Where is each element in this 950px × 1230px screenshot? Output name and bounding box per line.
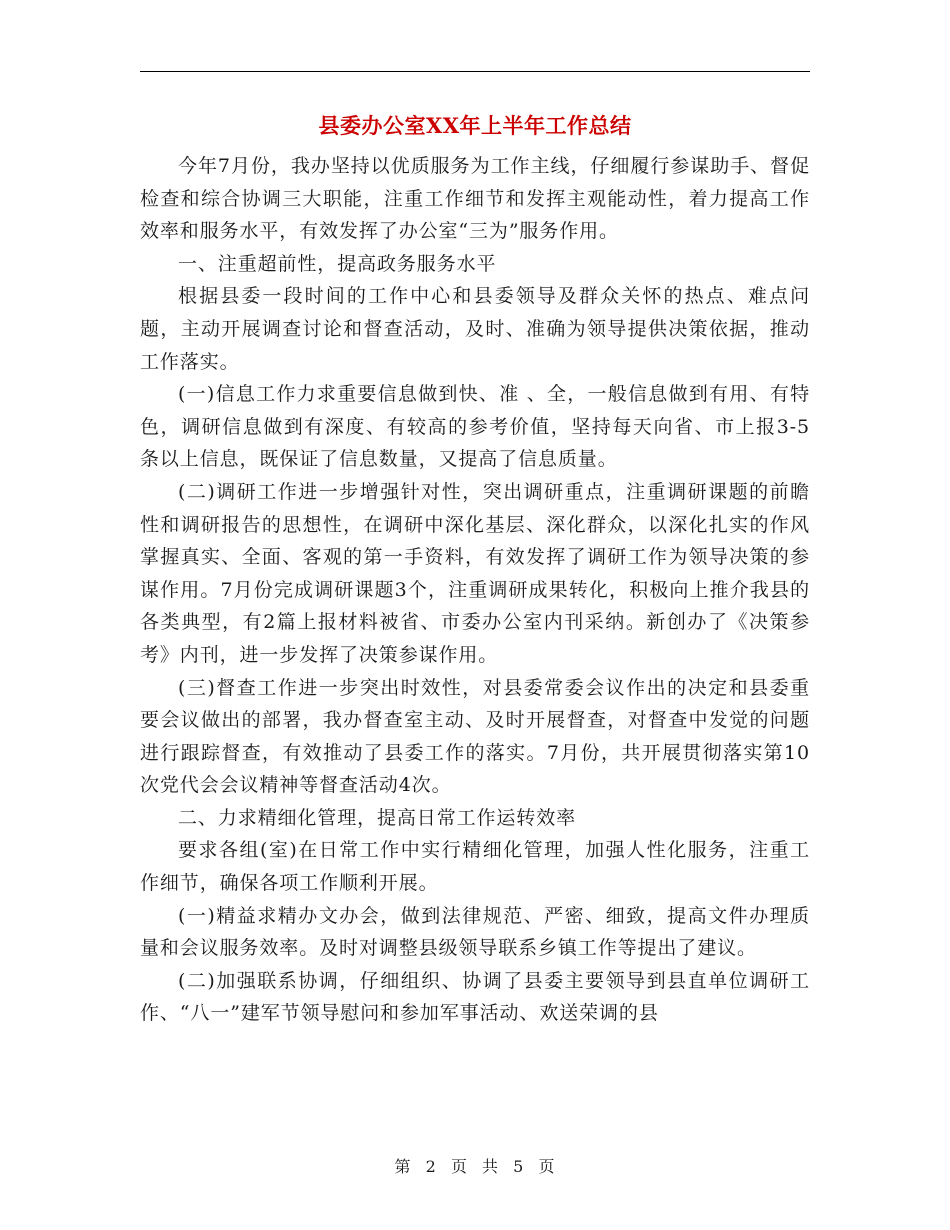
section-1-item-1: (一)信息工作力求重要信息做到快、准 、全，一般信息做到有用、有特色，调研信息做到有深度、有较高的参考价值，坚持每天向省、市上报3-5条以上信息，既保证了信息数量，又提高了信息质量。 [140, 383, 810, 471]
section-heading-2: 二、力求精细化管理，提高日常工作运转效率 [178, 806, 577, 829]
section-2-item-1: (一)精益求精办文办会，做到法律规范、严密、细致，提高文件办理质量和会议服务效率。及时对调整县级领导联系乡镇工作等提出了建议。 [140, 904, 810, 960]
section-1-item-3: (三)督查工作进一步突出时效性，对县委常委会议作出的决定和县委重要会议做出的部署，我办督查室主动、及时开展督查，对督查中发觉的问题进行跟踪督查，有效推动了县委工作的落实。7月份，共开展贯彻落实第10次党代会会议精神等督查活动4次。 [140, 676, 810, 797]
section-heading-1: 一、注重超前性，提高政务服务水平 [178, 252, 497, 275]
page-label-suffix: 页 [538, 1157, 556, 1176]
header-rule [140, 71, 810, 72]
document-title: 县委办公室XX年上半年工作总结 [318, 113, 632, 138]
page-label-mid2: 共 [482, 1157, 500, 1176]
section-2-item-2: (二)加强联系协调，仔细组织、协调了县委主要领导到县直单位调研工作、“八一”建军节领导慰问和参加军事活动、欢送荣调的县 [140, 969, 810, 1025]
section-2-paragraph: 要求各组(室)在日常工作中实行精细化管理，加强人性化服务，注重工作细节，确保各项工作顺利开展。 [140, 839, 810, 895]
page-footer [0, 1154, 950, 1177]
intro-paragraph: 今年7月份，我办坚持以优质服务为工作主线，仔细履行参谋助手、督促检查和综合协调三大职能，注重工作细节和发挥主观能动性，着力提高工作效率和服务水平，有效发挥了办公室“三为”服务作用。 [140, 155, 810, 243]
page-current-number: 2 [425, 1157, 437, 1176]
page-label-prefix: 第 [394, 1157, 412, 1176]
page-total-number: 5 [513, 1157, 525, 1176]
section-1-item-2: (二)调研工作进一步增强针对性，突出调研重点，注重调研课题的前瞻性和调研报告的思想性，在调研中深化基层、深化群众，以深化扎实的作风掌握真实、全面、客观的第一手资料，有效发挥了调研工作为领导决策的参谋作用。7月份完成调研课题3个，注重调研成果转化，积极向上推介我县的各类典型，有2篇上报材料被省、市委办公室内刊采纳。新创办了《决策参考》内刊，进一步发挥了决策参谋作用。 [140, 480, 810, 666]
page-label-mid1: 页 [450, 1157, 468, 1176]
section-1-paragraph: 根据县委一段时间的工作中心和县委领导及群众关怀的热点、难点问题，主动开展调查讨论和督查活动，及时、准确为领导提供决策依据，推动工作落实。 [140, 285, 810, 373]
document-body [140, 150, 810, 1110]
